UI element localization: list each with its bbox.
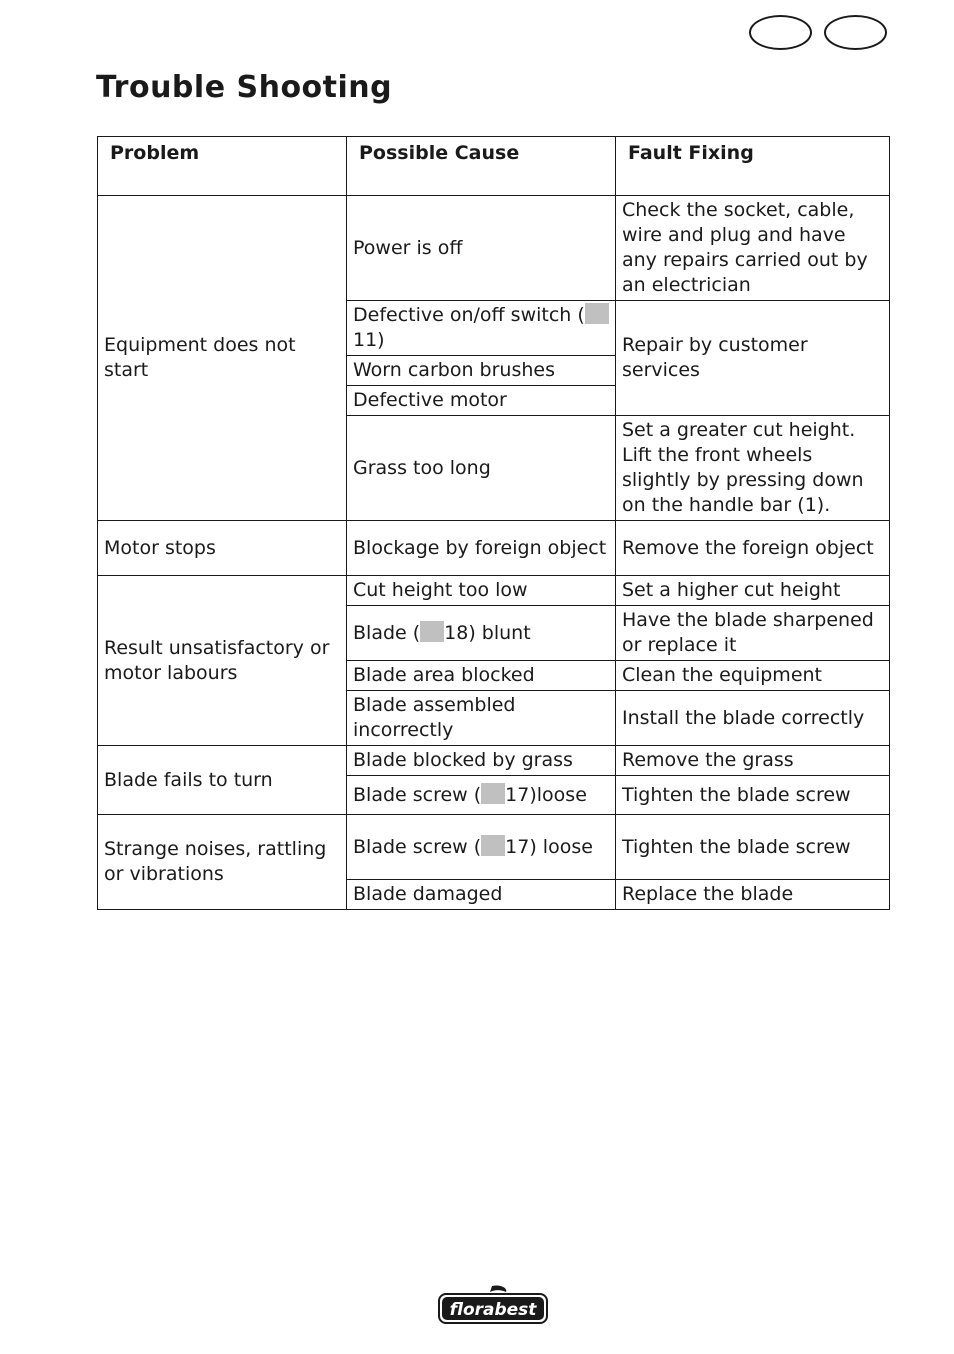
table-row (98, 576, 890, 606)
cause-cell: Blade assembled incorrectly (347, 691, 616, 746)
cause-cell: Blockage by foreign object (347, 521, 616, 576)
fix-cell: Repair by customer services (616, 301, 890, 416)
table-header-row (98, 137, 890, 196)
cause-text: Defective on/off switch ( (353, 304, 585, 326)
fix-cell: Set a higher cut height (616, 576, 890, 606)
fix-cell: Check the socket, cable, wire and plug and have any repairs carried out by an electrician (616, 196, 890, 301)
cause-cell: Worn carbon brushes (347, 356, 616, 386)
cause-cell (347, 776, 616, 815)
cause-cell (347, 606, 616, 661)
cause-cell (347, 815, 616, 880)
problem-cell: Motor stops (98, 521, 347, 576)
figure-ref-icon (420, 621, 444, 642)
cause-cell: Blade damaged (347, 880, 616, 910)
fix-cell: Tighten the blade screw (616, 776, 890, 815)
fix-cell: Remove the foreign object (616, 521, 890, 576)
cause-cell: Blade blocked by grass (347, 746, 616, 776)
table-row (98, 196, 890, 301)
problem-cell: Blade fails to turn (98, 746, 347, 815)
table-row (98, 815, 890, 880)
cause-text: 17)loose (505, 783, 587, 806)
fix-cell: Tighten the blade screw (616, 815, 890, 880)
fix-cell: Set a greater cut height. Lift the front wheels slightly by pressing down on the handle bar (1). (616, 416, 890, 521)
cause-text: 17) loose (505, 835, 593, 858)
cause-text: Blade screw ( (353, 835, 482, 858)
problem-cell: Equipment does not start (98, 196, 347, 521)
header-fault-fixing: Fault Fixing (616, 137, 890, 196)
brand-logo-text: florabest (449, 1300, 537, 1320)
language-oval-badge (749, 15, 812, 50)
fix-cell: Replace the blade (616, 880, 890, 910)
figure-ref-icon (585, 303, 609, 324)
cause-text: Blade screw ( (353, 783, 482, 806)
fix-cell: Install the blade correctly (616, 691, 890, 746)
cause-cell: Defective motor (347, 386, 616, 416)
cause-text: Blade ( (353, 621, 421, 644)
problem-cell: Result unsatisfactory or motor labours (98, 576, 347, 746)
cause-cell: Blade area blocked (347, 661, 616, 691)
cause-cell: Cut height too low (347, 576, 616, 606)
page-title: Trouble Shooting (96, 70, 393, 105)
troubleshooting-table (97, 136, 890, 910)
cause-text: 11) (353, 329, 385, 351)
problem-cell: Strange noises, rattling or vibrations (98, 815, 347, 910)
language-oval-badge (824, 15, 887, 50)
table-row (98, 746, 890, 776)
table-row (98, 521, 890, 576)
cause-cell: Grass too long (347, 416, 616, 521)
florabest-logo (438, 1284, 548, 1324)
header-possible-cause: Possible Cause (347, 137, 616, 196)
figure-ref-icon (481, 835, 505, 856)
cause-text: 18) blunt (444, 621, 531, 644)
fix-cell: Remove the grass (616, 746, 890, 776)
figure-ref-icon (481, 783, 505, 804)
fix-cell: Clean the equipment (616, 661, 890, 691)
cause-cell (347, 301, 616, 356)
fix-cell: Have the blade sharpened or replace it (616, 606, 890, 661)
cause-cell: Power is off (347, 196, 616, 301)
header-problem: Problem (98, 137, 347, 196)
